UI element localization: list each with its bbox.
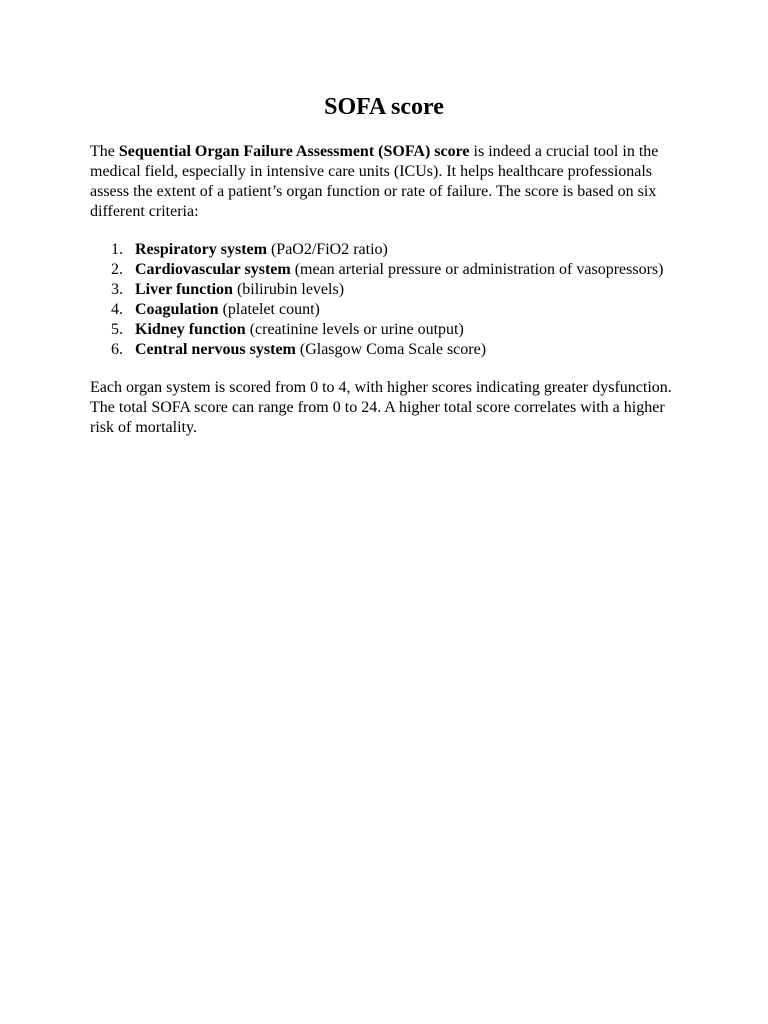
- list-item-term: Respiratory system: [135, 241, 267, 258]
- list-item-term: Central nervous system: [135, 341, 296, 358]
- page-title: SOFA score: [324, 94, 444, 120]
- list-item: [90, 340, 680, 360]
- list-item-term: Kidney function: [135, 321, 246, 338]
- list-item: [90, 260, 680, 280]
- list-item-detail: (platelet count): [218, 301, 320, 318]
- list-item: [90, 280, 680, 300]
- list-item-number: 5.: [111, 321, 123, 338]
- intro-paragraph: [90, 142, 680, 222]
- list-item: [90, 300, 680, 320]
- intro-prefix: The: [90, 143, 119, 160]
- intro-rest: is indeed a crucial tool in the medical field, especially in intensive care units (ICUs). It helps healthcare professionals assess the extent of a patient’s organ function or rate of failure. The score is based on six different criteria:: [90, 143, 659, 220]
- closing-paragraph: Each organ system is scored from 0 to 4, with higher scores indicating greater dysfunction. The total SOFA score can range from 0 to 24. A higher total score correlates with a higher risk of mortality.: [90, 379, 672, 436]
- list-item-detail: (mean arterial pressure or administration of vasopressors): [290, 261, 664, 278]
- list-item-detail: (Glasgow Coma Scale score): [295, 341, 487, 358]
- list-item-term: Coagulation: [135, 301, 219, 318]
- list-item-detail: (creatinine levels or urine output): [245, 321, 464, 338]
- intro-bold-term: Sequential Organ Failure Assessment (SOFA) score: [118, 143, 470, 160]
- list-item: [90, 320, 680, 340]
- list-item-detail: (PaO2/FiO2 ratio): [266, 241, 388, 258]
- list-item-number: 1.: [111, 241, 123, 258]
- list-item-term: Cardiovascular system: [135, 261, 291, 278]
- list-item: [90, 240, 680, 260]
- list-item-term: Liver function: [135, 281, 233, 298]
- list-item-detail: (bilirubin levels): [232, 281, 345, 298]
- list-item-number: 6.: [111, 341, 123, 358]
- list-item-number: 2.: [111, 261, 123, 278]
- criteria-list: [90, 240, 680, 360]
- list-item-number: 4.: [111, 301, 123, 318]
- list-item-number: 3.: [111, 281, 123, 298]
